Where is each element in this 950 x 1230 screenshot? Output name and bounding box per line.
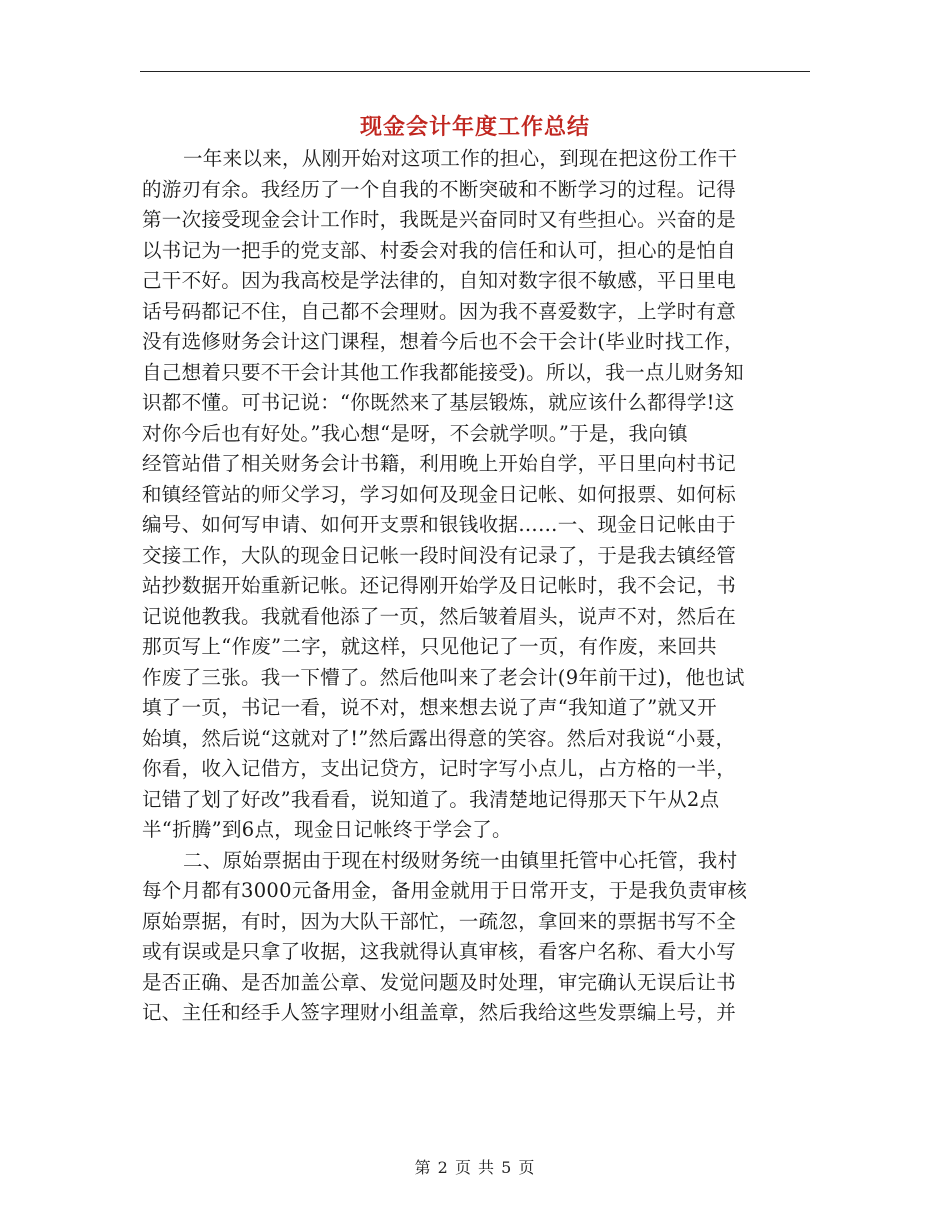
text-line: 原始票据，有时，因为大队干部忙，一疏忽，拿回来的票据书写不全 <box>142 909 737 933</box>
text-line: 以书记为一把手的党支部、村委会对我的信任和认可，担心的是怕自 <box>142 238 737 262</box>
text-line: 交接工作，大队的现金日记帐一段时间没有记录了，于是我去镇经管 <box>142 543 737 567</box>
text-line: 或有误或是只拿了收据，这我就得认真审核，看客户名称、看大小写 <box>142 940 737 963</box>
text-line: 经管站借了相关财务会计书籍，利用晚上开始自学，平日里向村书记 <box>142 452 737 475</box>
text-line: 记说他教我。我就看他添了一页，然后皱着眉头，说声不对，然后在 <box>142 604 737 628</box>
text-line: 对你今后也有好处。”我心想“是呀，不会就学呗。”于是，我向镇 <box>142 421 688 445</box>
text-line: 和镇经管站的师父学习，学习如何及现金日记帐、如何报票、如何标 <box>142 482 737 506</box>
text-line: 第一次接受现金会计工作时，我既是兴奋同时又有些担心。兴奋的是 <box>142 208 737 231</box>
text-line: 话号码都记不住，自己都不会理财。因为我不喜爱数字，上学时有意 <box>142 299 737 323</box>
text-line: 记错了划了好改”我看看，说知道了。我清楚地记得那天下午从2点 <box>142 787 720 811</box>
text-line: 每个月都有3000元备用金，备用金就用于日常开支，于是我负责审核 <box>142 879 748 902</box>
text-line: 是否正确、是否加盖公章、发觉问题及时处理，审完确认无误后让书 <box>142 970 737 994</box>
text-line: 一年来以来，从刚开始对这项工作的担心，到现在把这份工作干 <box>183 147 738 170</box>
text-line: 记、主任和经手人签字理财小组盖章，然后我给这些发票编上号，并 <box>142 1001 737 1024</box>
text-line: 作废了三张。我一下懵了。然后他叫来了老会计(9年前干过)，他也试 <box>142 665 745 689</box>
text-line: 编号、如何写申请、如何开支票和银钱收据……一、现金日记帐由于 <box>142 513 737 536</box>
text-line: 的游刃有余。我经历了一个自我的不断突破和不断学习的过程。记得 <box>142 177 737 201</box>
text-line: 填了一页，书记一看，说不对，想来想去说了声“我知道了”就又开 <box>142 696 717 719</box>
text-line: 你看，收入记借方，支出记贷方，记时字写小点儿，占方格的一半， <box>142 757 737 780</box>
page-indicator: 第 2 页 共 5 页 <box>414 1158 536 1177</box>
text-line: 己干不好。因为我高校是学法律的，自知对数字很不敏感，平日里电 <box>142 269 737 292</box>
text-line: 那页写上“作废”二字，就这样，只见他记了一页，有作废，来回共 <box>142 635 717 658</box>
text-line: 站抄数据开始重新记帐。还记得刚开始学及日记帐时，我不会记，书 <box>142 574 737 597</box>
document-body <box>142 144 812 1029</box>
text-line: 二、原始票据由于现在村级财务统一由镇里托管中心托管，我村 <box>183 848 738 872</box>
text-line: 没有选修财务会计这门课程，想着今后也不会干会计(毕业时找工作， <box>142 330 744 353</box>
document-title: 现金会计年度工作总结 <box>359 114 590 140</box>
text-line: 自己想着只要不干会计其他工作我都能接受)。所以，我一点儿财务知 <box>142 360 744 384</box>
text-line: 始填，然后说“这就对了!”然后露出得意的笑容。然后对我说“小聂， <box>142 726 736 750</box>
text-line: 识都不懂。可书记说：“你既然来了基层锻炼，就应该什么都得学!这 <box>142 391 735 414</box>
text-line: 半“折腾”到6点，现金日记帐终于学会了。 <box>142 818 512 841</box>
header-rule <box>140 71 810 72</box>
